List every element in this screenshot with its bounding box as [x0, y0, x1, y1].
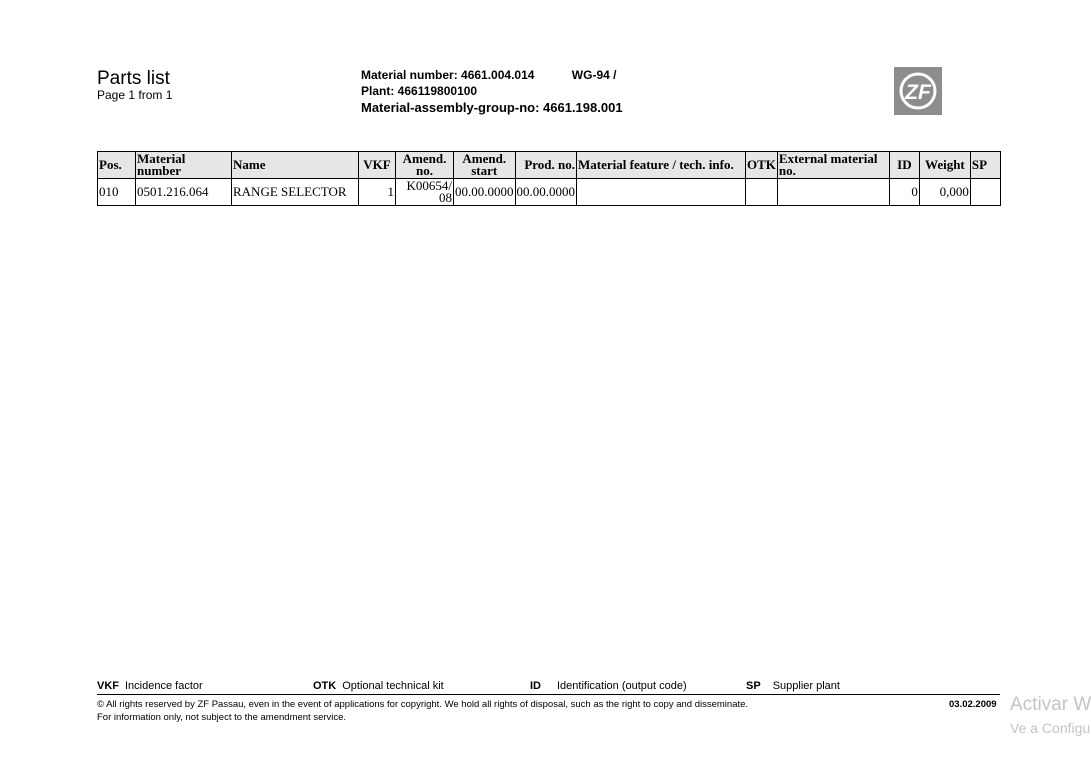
col-material-number: Material number: [136, 152, 232, 179]
legend-abbr: ID: [530, 680, 541, 692]
table-header-row: [98, 152, 1001, 179]
col-prod-no: Prod. no.: [515, 152, 577, 179]
col-amend-no: Amend. no.: [396, 152, 454, 179]
legend-text: Incidence factor: [125, 680, 203, 692]
zf-logo-icon: [898, 71, 938, 111]
cell-otk: [746, 179, 778, 206]
zf-logo-text: ZF: [905, 81, 931, 104]
col-sp: SP: [970, 152, 1000, 179]
cell-material-number: 0501.216.064: [136, 179, 232, 206]
legend-abbr: SP: [746, 680, 761, 692]
table-row: [98, 179, 1001, 206]
cell-vkf: 1: [359, 179, 396, 206]
legend-text: Identification (output code): [557, 680, 687, 692]
material-number-line: [361, 68, 616, 82]
cell-sp: [970, 179, 1000, 206]
document-title: Parts list: [97, 68, 170, 89]
footer-divider: [97, 694, 1000, 695]
legend-text: Supplier plant: [772, 680, 840, 692]
cell-material-feature: [577, 179, 746, 206]
col-external-material-no: External material no.: [777, 152, 889, 179]
cell-external-material-no: [777, 179, 889, 206]
col-name: Name: [232, 152, 359, 179]
cell-amend-start: 00.00.0000: [454, 179, 516, 206]
material-number: Material number: 4661.004.014: [361, 68, 535, 82]
page-indicator: Page 1 from 1: [97, 88, 173, 102]
plant: Plant: 466119800100: [361, 84, 478, 98]
col-pos: Pos.: [98, 152, 136, 179]
col-material-feature: Material feature / tech. info.: [577, 152, 746, 179]
material-assembly-group: Material-assembly-group-no: 4661.198.001: [361, 100, 623, 115]
info-notice: For information only, not subject to the amendment service.: [97, 712, 347, 723]
legend-item-vkf: [97, 680, 203, 692]
col-weight: Weight: [919, 152, 970, 179]
legend-abbr: OTK: [313, 680, 337, 692]
cell-amend-no: K00654/ 08: [396, 179, 454, 206]
legend-item-id: [530, 680, 687, 692]
activation-watermark-title: Activar W: [1010, 694, 1091, 715]
col-amend-start: Amend. start: [454, 152, 516, 179]
cell-prod-no: 00.00.0000: [515, 179, 577, 206]
zf-logo: [894, 67, 942, 115]
parts-table: [97, 151, 1001, 206]
cell-name: RANGE SELECTOR: [232, 179, 359, 206]
cell-weight: 0,000: [919, 179, 970, 206]
legend-item-otk: [313, 680, 444, 692]
legend-text: Optional technical kit: [342, 680, 444, 692]
activation-watermark-subtitle: Ve a Configu: [1010, 720, 1091, 736]
copyright-notice: © All rights reserved by ZF Passau, even in the event of applications for copyright. We hold all rights of disposal, such as the right to copy and disseminate.: [97, 699, 749, 710]
cell-pos: 010: [98, 179, 136, 206]
cell-id: 0: [889, 179, 919, 206]
document-date: 03.02.2009: [949, 699, 997, 710]
wg-code: WG-94 /: [571, 68, 617, 82]
col-id: ID: [889, 152, 919, 179]
legend-item-sp: [746, 680, 840, 692]
col-vkf: VKF: [359, 152, 396, 179]
legend-abbr: VKF: [97, 680, 119, 692]
col-otk: OTK: [746, 152, 778, 179]
